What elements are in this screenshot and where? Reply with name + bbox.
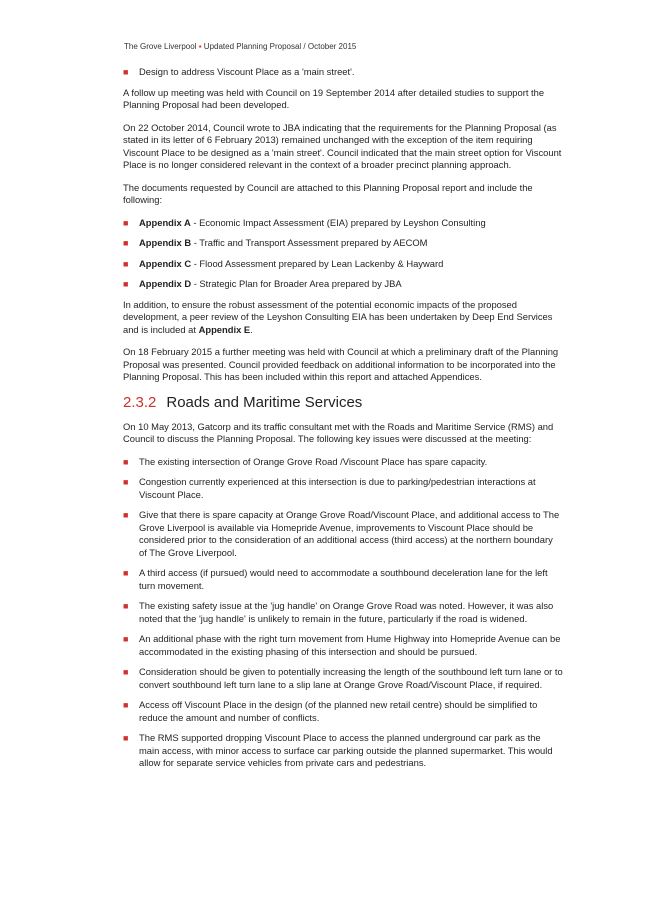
paragraph: On 22 October 2014, Council wrote to JBA indicating that the requirements for the Planning Proposal (as stated in its letter of 6 February 2013) remained unchanged with the exception of the item requiring Viscount Place to be designed as a 'main street'. Council indicated that the main street option for Viscount Place is no longer considered relevant in the context of a broader precinct planning approach.: [123, 121, 562, 170]
list-item: [123, 509, 563, 559]
section-number: 2.3.2: [123, 393, 157, 411]
bullet-icon: ■: [123, 456, 129, 467]
paragraph-text-end: .: [250, 323, 253, 335]
running-header: [124, 42, 356, 51]
appendix-text: - Traffic and Transport Assessment prepared by AECOM: [191, 237, 428, 248]
bullet-icon: ■: [123, 217, 129, 228]
body-content: [123, 66, 563, 778]
appendix-label: Appendix B: [139, 237, 192, 248]
list-item-text: Access off Viscount Place in the design (of the planned new retail centre) should be simplified to reduce the amount and number of conflicts.: [139, 699, 538, 723]
list-item: [123, 217, 563, 230]
appendix-label: Appendix A: [139, 216, 191, 228]
list-item: [123, 476, 563, 501]
paragraph-text: In addition, to ensure the robust assessment of the potential economic impacts of the proposed development, a peer review of the Leyshon Consulting EIA has been undertaken by Deep End Services and is included at: [123, 298, 553, 335]
bullet-icon: ■: [123, 238, 129, 248]
list-item: [123, 732, 563, 770]
paragraph-peer-review: [123, 299, 563, 337]
section-title: Roads and Maritime Services: [166, 393, 363, 411]
bullet-icon: ■: [123, 568, 129, 578]
bullet-icon: ■: [123, 601, 129, 611]
appendix-text: - Flood Assessment prepared by Lean Lackenby & Hayward: [191, 257, 444, 269]
list-item-text: The existing safety issue at the 'jug handle' on Orange Grove Road was noted. However, it was also noted that the 'jug handle' is unlikely to remain in the future, particularly if the road is widened.: [139, 600, 554, 624]
bullet-icon: ■: [123, 634, 129, 644]
header-title: The Grove Liverpool: [124, 42, 197, 51]
appendix-label: Appendix D: [139, 278, 192, 289]
list-item-text: A third access (if pursued) would need to accommodate a southbound deceleration lane for the left turn movement.: [139, 567, 548, 591]
list-item: [123, 567, 563, 592]
bullet-icon: ■: [123, 700, 129, 710]
list-item-text: The existing intersection of Orange Grove Road /Viscount Place has spare capacity.: [139, 455, 488, 467]
header-separator: ▪: [198, 42, 202, 51]
appendix-text: - Strategic Plan for Broader Area prepared by JBA: [191, 278, 402, 289]
appendix-list: [123, 217, 563, 291]
list-item-text: The RMS supported dropping Viscount Place to access the planned underground car park as the main access, with minor access to surface car parking outside the planned supermarket. This would allow for separate service vehicles from private cars and pedestrians.: [139, 732, 553, 768]
paragraph: The documents requested by Council are attached to this Planning Proposal report and include the following:: [123, 181, 533, 205]
list-item: [123, 258, 563, 271]
list-item: [123, 699, 563, 724]
paragraph: On 10 May 2013, Gatcorp and its traffic consultant met with the Roads and Maritime Service (RMS) and Council to discuss the Planning Proposal. The following key issues were discussed at the meeting:: [123, 420, 554, 444]
list-item-text: Give that there is spare capacity at Orange Grove Road/Viscount Place, and additional access to The Grove Liverpool is available via Homepride Avenue, improvements to Viscount Place should be considered prior to the consideration of an additional access (third access) at the northern boundary of The Grove Liverpool.: [139, 509, 560, 558]
list-item: [123, 66, 563, 79]
list-item-text: Consideration should be given to potentially increasing the length of the southbound left turn lane or to convert southbound left turn lane to a slip lane at Orange Grove Road/Viscount Place, if required.: [139, 666, 563, 690]
section-heading: [123, 394, 563, 412]
bullet-icon: ■: [123, 279, 129, 289]
rms-issues-list: [123, 456, 563, 770]
list-item-text: Design to address Viscount Place as a 'main street'.: [139, 66, 355, 77]
header-subtitle: Updated Planning Proposal / October 2015: [203, 42, 357, 51]
list-item: [123, 456, 563, 469]
list-item: [123, 666, 563, 691]
appendix-label: Appendix C: [139, 257, 192, 269]
bullet-icon: ■: [123, 477, 129, 487]
list-item: [123, 600, 563, 625]
appendix-reference: Appendix E: [198, 323, 251, 335]
intro-bullet-list: [123, 66, 563, 79]
list-item: [123, 278, 563, 291]
paragraph: A follow up meeting was held with Council on 19 September 2014 after detailed studies to support the Planning Proposal had been developed.: [123, 86, 545, 110]
list-item-text: Congestion currently experienced at this intersection is due to parking/pedestrian interactions at Viscount Place.: [139, 476, 536, 500]
appendix-text: - Economic Impact Assessment (EIA) prepared by Leyshon Consulting: [190, 216, 486, 228]
bullet-icon: ■: [123, 667, 129, 677]
bullet-icon: ■: [123, 510, 129, 520]
list-item: [123, 237, 563, 250]
bullet-icon: ■: [123, 733, 129, 743]
bullet-icon: ■: [123, 258, 129, 269]
list-item-text: An additional phase with the right turn movement from Hume Highway into Homepride Avenue can be accommodated in the existing phasing of this intersection and should be pursued.: [139, 633, 561, 657]
bullet-icon: ■: [123, 67, 129, 77]
paragraph: On 18 February 2015 a further meeting was held with Council at which a preliminary draft of the Planning Proposal was presented. Council provided feedback on additional information to be incorporated into the Planning Proposal. This has been included within this report and attached Appendices.: [123, 346, 559, 382]
list-item: [123, 633, 563, 658]
